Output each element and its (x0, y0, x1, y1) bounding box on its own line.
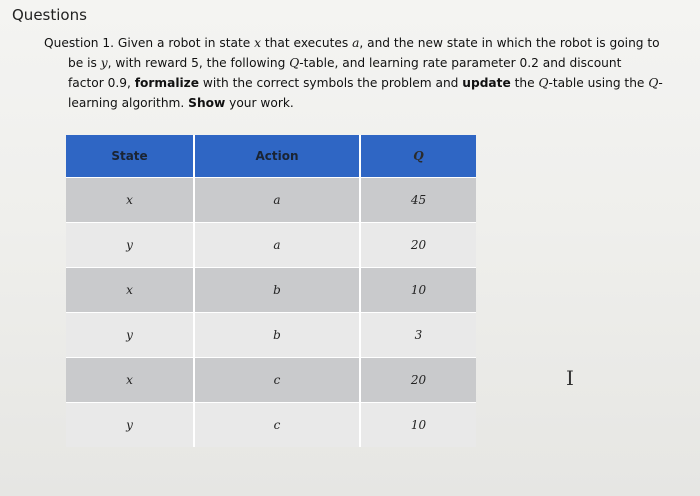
cell-q: 20 (360, 223, 476, 268)
table-row (66, 403, 476, 448)
header-action: Action (194, 135, 360, 178)
cell-action: a (194, 178, 360, 223)
cell-state: x (66, 358, 194, 403)
question-text-segment: - (658, 76, 663, 90)
question-text-segment: , with reward 5, the following (107, 56, 290, 70)
cell-state: y (66, 403, 194, 448)
cell-q: 3 (360, 313, 476, 358)
question-line-4 (44, 93, 684, 113)
table-row (66, 268, 476, 313)
math-variable-q: Q (289, 56, 300, 70)
question-text-segment: your work. (225, 96, 294, 110)
cell-action: a (194, 223, 360, 268)
question-text-segment: factor 0.9, (68, 76, 135, 90)
cell-action: b (194, 268, 360, 313)
cell-action: b (194, 313, 360, 358)
cell-q: 10 (360, 268, 476, 313)
bold-update: update (462, 76, 511, 90)
math-variable-q: Q (648, 76, 659, 90)
q-table (66, 135, 476, 447)
question-text-segment: with the correct symbols the problem and (199, 76, 463, 90)
math-variable-state: x (254, 36, 262, 50)
cell-q: 10 (360, 403, 476, 448)
math-variable-new-state: y (100, 56, 108, 70)
question-text-segment: , and the new state in which the robot is going to (359, 36, 660, 50)
header-state: State (66, 135, 194, 178)
table-row (66, 313, 476, 358)
page-heading: Questions (12, 6, 87, 24)
table-row (66, 358, 476, 403)
question-line-2 (44, 53, 684, 73)
cell-state: x (66, 178, 194, 223)
question-line-3 (44, 73, 684, 93)
cell-q: 20 (360, 358, 476, 403)
table-row (66, 223, 476, 268)
question-text-segment: learning algorithm. (68, 96, 189, 110)
question-text-segment: Question 1. Given a robot in state (44, 36, 255, 50)
question-text-segment: that executes (261, 36, 353, 50)
table-row (66, 178, 476, 223)
question-text-segment: -table, and learning rate parameter 0.2 and discount (299, 56, 622, 70)
question-line-1 (44, 33, 684, 53)
cell-action: c (194, 358, 360, 403)
cell-state: y (66, 313, 194, 358)
cell-state: x (66, 268, 194, 313)
q-table-header-row (66, 135, 476, 178)
question-text-segment: -table using the (548, 76, 649, 90)
cell-q: 45 (360, 178, 476, 223)
math-variable-action: a (352, 36, 360, 50)
math-variable-q: Q (538, 76, 549, 90)
question-text-segment: the (510, 76, 539, 90)
question-text-segment: be is (68, 56, 101, 70)
question-text (44, 33, 684, 113)
cell-action: c (194, 403, 360, 448)
cell-state: y (66, 223, 194, 268)
header-q: Q (360, 135, 476, 178)
text-cursor-icon: I (566, 366, 574, 390)
bold-formalize: formalize (134, 76, 200, 90)
bold-show: Show (188, 96, 226, 110)
